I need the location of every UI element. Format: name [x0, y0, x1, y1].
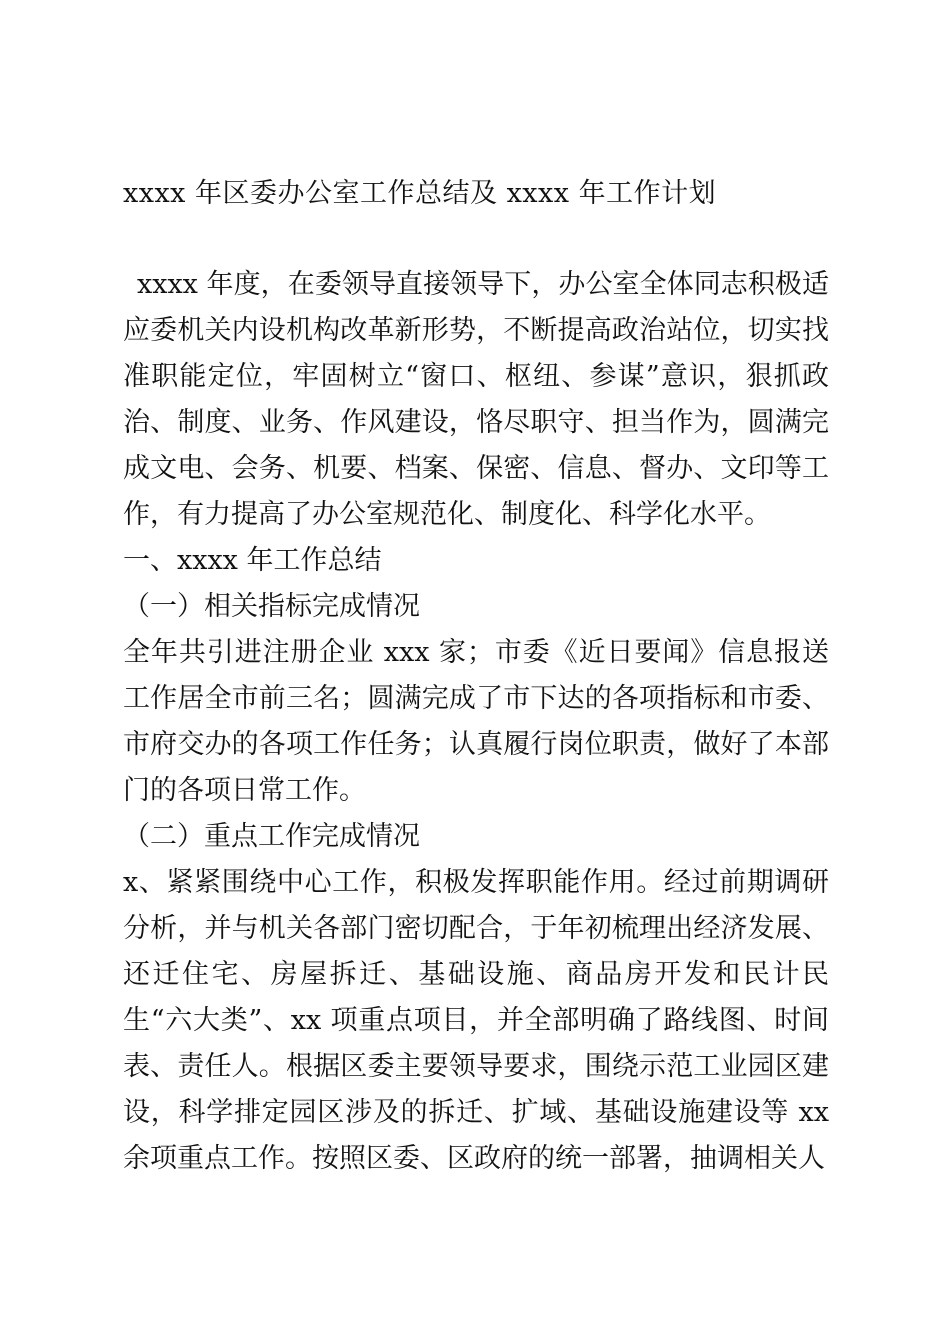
- document-body: [123, 262, 829, 1182]
- intro-paragraph: xxxx 年度，在委领导直接领导下，办公室全体同志积极适应委机关内设机构改革新形势，不断提高政治站位，切实找准职能定位，牢固树立“窗口、枢纽、参谋”意识，狠抓政治、制度、业务、作风建设，恪尽职守、担当作为，圆满完成文电、会务、机要、档案、保密、信息、督办、文印等工作，有力提高了办公室规范化、制度化、科学化水平。: [123, 269, 829, 530]
- key-work-paragraph: x、紧紧围绕中心工作，积极发挥职能作用。经过前期调研分析，并与机关各部门密切配合，于年初梳理出经济发展、还迁住宅、房屋拆迁、基础设施、商品房开发和民计民生“六大类”、xx 项重点项目，并全部明确了路线图、时间表、责任人。根据区委主要领导要求，围绕示范工业园区建设，科学排定园区涉及的拆迁、扩域、基础设施建设等 xx 余项重点工作。按照区委、区政府的统一部署，抽调相关人: [123, 867, 829, 1174]
- section-heading-summary: 一、xxxx 年工作总结: [123, 545, 382, 576]
- indicators-paragraph: 全年共引进注册企业 xxx 家；市委《近日要闻》信息报送工作居全市前三名；圆满完成了市下达的各项指标和市委、市府交办的各项工作任务；认真履行岗位职责，做好了本部门的各项日常工作。: [123, 637, 829, 806]
- document-title: xxxx 年区委办公室工作总结及 xxxx 年工作计划: [123, 178, 717, 209]
- subsection-heading-key-work: （二）重点工作完成情况: [123, 821, 420, 852]
- subsection-heading-indicators: （一）相关指标完成情况: [123, 591, 420, 622]
